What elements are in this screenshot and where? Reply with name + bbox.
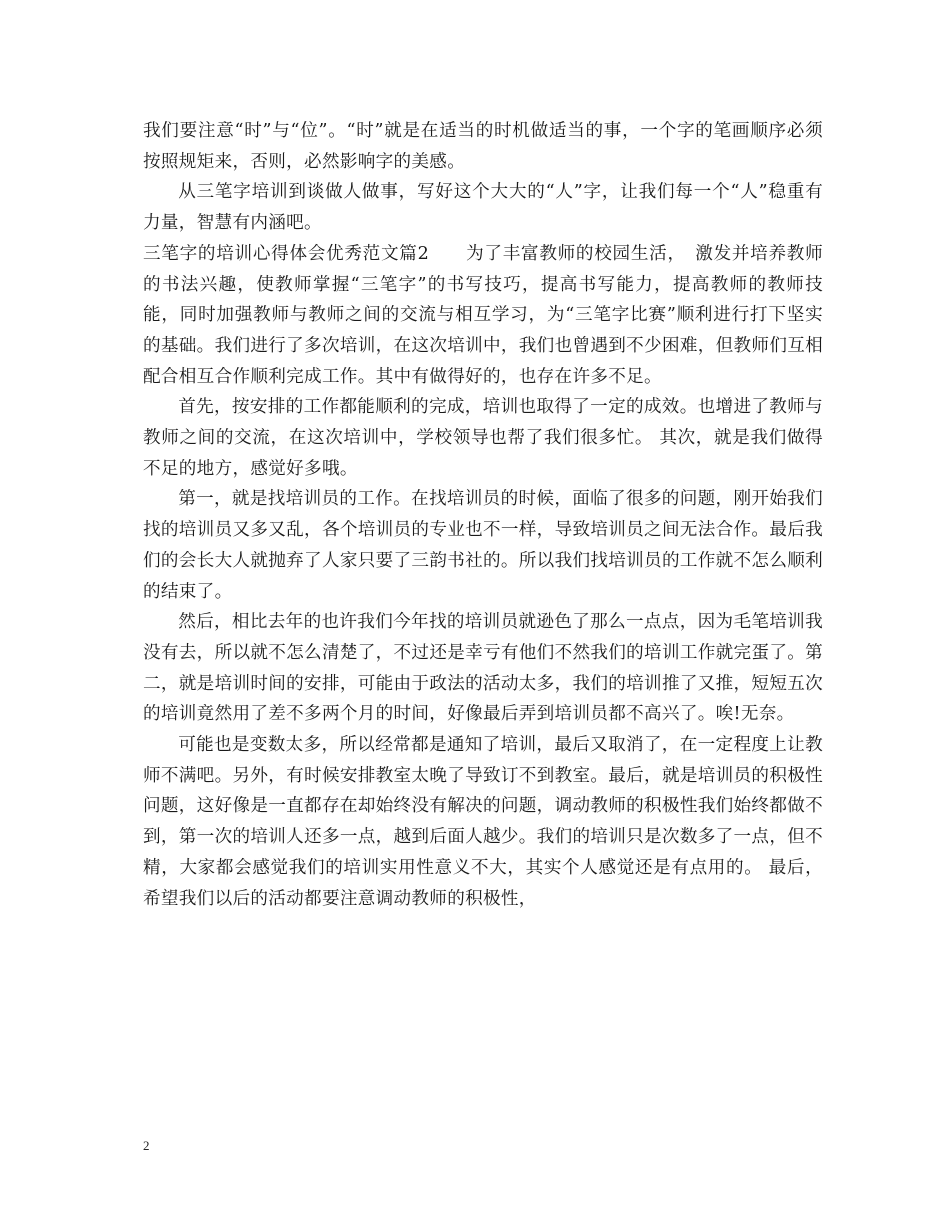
paragraph: 首先，按安排的工作都能顺利的完成，培训也取得了一定的成效。也增进了教师与教师之间的交流，在这次培训中，学校领导也帮了我们很多忙。 其次，就是我们做得不足的地方，感觉好多哦。 (143, 397, 823, 479)
paragraph-section-heading: 三笔字的培训心得体会优秀范文篇2 为了丰富教师的校园生活， 激发并培养教师的书法兴趣，使教师掌握“三笔字”的书写技巧，提高书写能力，提高教师的教师技能，同时加强教师与教师之间的交流与相互学习，为“三笔字比赛”顺利进行打下坚实的基础。我们进行了多次培训，在这次培训中，我们也曾遇到不少困难，但教师们互相配合相互合作顺利完成工作。其中有做得好的，也存在许多不足。 (143, 243, 823, 387)
paragraph: 可能也是变数太多，所以经常都是通知了培训，最后又取消了，在一定程度上让教师不满吧。另外，有时候安排教室太晚了导致订不到教室。最后，就是培训员的积极性问题，这好像是一直都存在却始终没有解决的问题，调动教师的积极性我们始终都做不到，第一次的培训人还多一点，越到后面人越少。我们的培训只是次数多了一点，但不精，大家都会感觉我们的培训实用性意义不大，其实个人感觉还是有点用的。 最后，希望我们以后的活动都要注意调动教师的积极性， (143, 735, 823, 909)
paragraph: 从三笔字培训到谈做人做事，写好这个大大的“人”字，让我们每一个“人”稳重有力量，智慧有内涵吧。 (143, 182, 823, 234)
paragraph: 然后，相比去年的也许我们今年找的培训员就逊色了那么一点点，因为毛笔培训我没有去，所以就不怎么清楚了，不过还是幸亏有他们不然我们的培训工作就完蛋了。第二，就是培训时间的安排，可能由于政法的活动太多，我们的培训推了又推，短短五次的培训竟然用了差不多两个月的时间，好像最后弄到培训员都不高兴了。唉!无奈。 (143, 612, 823, 725)
paragraph: 我们要注意“时”与“位”。“时”就是在适当的时机做适当的事，一个字的笔画顺序必须按照规矩来，否则，必然影响字的美感。 (143, 121, 823, 172)
document-body (143, 116, 823, 914)
page-number: 2 (143, 1138, 150, 1153)
paragraph: 第一，就是找培训员的工作。在找培训员的时候，面临了很多的问题，刚开始我们找的培训员又多又乱，各个培训员的专业也不一样，导致培训员之间无法合作。最后我们的会长大人就抛弃了人家只要了三韵书社的。所以我们找培训员的工作就不怎么顺利的结束了。 (143, 489, 823, 602)
